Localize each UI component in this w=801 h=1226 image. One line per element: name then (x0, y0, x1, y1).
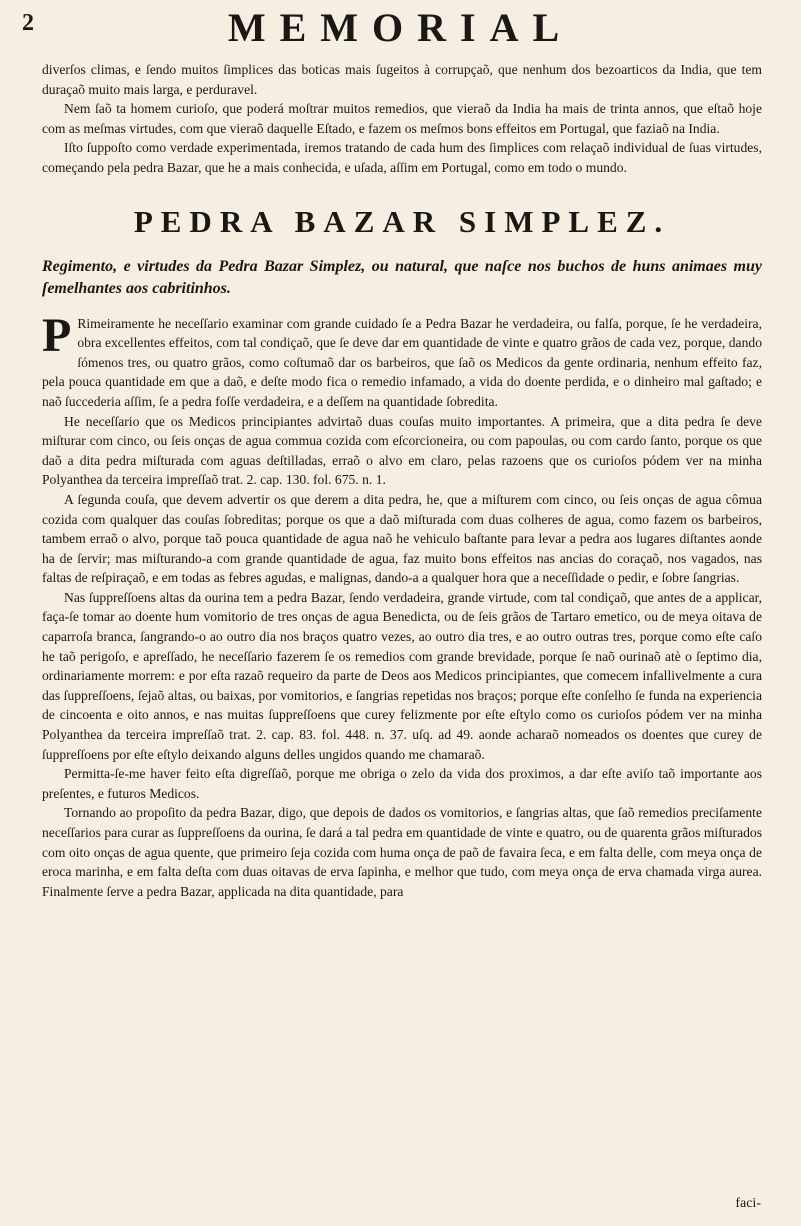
intro-paragraph-3: Iſto ſuppoſto como verdade experimentada, iremos tratando de cada hum des ſimplices com relaçaõ individual de ſuas virtudes, começando pela pedra Bazar, que he a mais conhecida, e uſada, aſſim em Portugal, como em todo o mundo. (42, 140, 762, 175)
body-paragraph-1 (42, 308, 762, 412)
running-title: MEMORIAL (227, 5, 574, 50)
intro-paragraph-2: Nem ſaõ ta homem curioſo, que poderá moſtrar muitos remedios, que vieraõ da India ha mais de trinta annos, que eſtaõ hoje com as meſmas virtudes, com que vieraõ daquelle Eſtado, e fazem os meſmos bons effeitos em Portugal, que faziaõ na India. (42, 101, 762, 136)
section-subtitle: Regimento, e virtudes da Pedra Bazar Simplez, ou natural, que naſce nos buchos de huns animaes muy ſemelhantes aos cabritinhos. (42, 257, 762, 297)
section-title: PEDRA BAZAR SIMPLEZ. (133, 203, 671, 239)
body-paragraph-4: Nas ſuppreſſoens altas da ourina tem a pedra Bazar, ſendo verdadeira, grande virtude, com tal condiçaõ, que antes de a applicar, faça-ſe tomar ao doente hum vomitorio de tres onças de agua Benedicta, ou de ſeis grãos de Tartaro emetico, ou de meya oitava de caparroſa branca, ſangrando-o ao outro dia nos braços quatro vezes, ao outro dia tres, e ao outro outras tres, porque como eſte caſo he taõ perigoſo, e apreſſado, he neceſſario fazerem ſe os remedios com grande brevidade, porque ſe naõ ourinaõ atè o ſeptimo dia, ordinariamente morrem: e por eſta razaõ requeiro da parte de Deos aos Medicos principiantes, que comecem infallivelmente a cura das ſuppreſſoens, ſejaõ altas, ou baixas, por vomitorios, e ſangrias repetidas nos braços; porque eſte conſelho ſe funda na experiencia de cincoenta e oito annos, e nas muitas ſuppreſſoens que curey felizmente por eſte eſtylo como os curioſos pódem ver na minha Polyanthea da terceira impreſſaõ trat. 2. cap. 83. fol. 448. n. 37. uſq. ad 49. aonde acharaõ nomeados os doentes que curey de ſuppreſſoens por eſte eſtylo deixando alguns delles ungidos quando me chamaraõ. (42, 589, 762, 762)
drop-cap: P (42, 308, 72, 362)
catchword: faci- (735, 1196, 761, 1211)
body-paragraph-1-text: Rimeiramente he neceſſario examinar com grande cuidado ſe a Pedra Bazar he verdadeira, ou falſa, porque, ſe he verdadeira, obra excellentes effeitos, com tal condiçaõ, que ſe deve dar em quantidade de vinte e quatro grãos de cada vez, porque, dando ſómenos tres, ou quatro grãos, como coſtumaõ dar os barbeiros, que ſaõ os Medicos da gente ordinaria, nenhum effeito faz, pela pouca quantidade em que a daõ, e deſte modo fica o remedio infamado, a vida do doente perdida, e o dinheiro mal gaſtado; e naõ ſuccederia aſſim, ſe a pedra foſſe verdadeira, e a deſſem na quantidade ſobredita. (42, 315, 762, 409)
intro-paragraph-1: diverſos climas, e ſendo muitos ſimplices das boticas mais ſugeitos à corrupçaõ, que nenhum dos bezoarticos da India, que tem duraçaõ muito mais larga, e perduravel. (42, 62, 762, 97)
page-header (0, 0, 801, 58)
body-paragraph-2: He neceſſario que os Medicos principiantes advirtaõ duas couſas muito importantes. A primeira, que a dita pedra ſe deve miſturar com cinco, ou ſeis onças de agua commua cozida com eſcorcioneira, ou com papoulas, ou com cardo ſanto, porque os que daõ a dita pedra miſturada com aguas deſtilladas, erraõ o alvo em claro, pelas razoens que os curioſos pódem ver na minha Polyanthea da terceira impreſſaõ trat. 2. cap. 130. fol. 675. n. 1. (42, 413, 762, 488)
text-body (42, 60, 762, 901)
page-number: 2 (22, 10, 34, 36)
body-paragraph-5: Permitta-ſe-me haver feito eſta digreſſaõ, porque me obriga o zelo da vida dos proximos, a dar eſte aviſo taõ importante aos preſentes, e futuros Medicos. (42, 766, 762, 801)
body-paragraph-6: Tornando ao propoſito da pedra Bazar, digo, que depois de dados os vomitorios, e ſangrias altas, que ſaõ remedios preciſamente neceſſarios para curar as ſuppreſſoens da ourina, ſe dará a tal pedra em quantidade de vinte e quatro, ou de quarenta grãos miſturados com oito onças de agua quente, que primeiro ſeja cozida com huma onça de paõ de favaira ſeca, e em falta delle, com meya onça de eroca marinha, e em falta deſta com duas oitavas de erva ſapinha, e melhor que tudo, com meya onça de erva chamada virga aurea. Finalmente ſerve a pedra Bazar, applicada na dita quantidade, para (42, 805, 762, 899)
body-paragraph-3: A ſegunda couſa, que devem advertir os que derem a dita pedra, he, que a miſturem com cinco, ou ſeis onças de agua cômua cozida com qualquer das couſas ſobreditas; porque os que a daõ miſturada com duas colheres de agua, como fazem os barbeiros, tambem erraõ o alvo, porque taõ pouca quantidade de agua naõ he vehiculo baſtante para levar a pedra aos lugares diſtantes aonde ha de ſervir; mas miſturando-a com grande quantidade de agua, faz muito bons effeitos nas ancias do coraçaõ, nos vagados, nas faltas de reſpiraçaõ, e em todas as febres agudas, e malignas, dando-a a qualquer hora que a neceſſidade o pedir, e ſobre ſangrias. (42, 491, 762, 586)
